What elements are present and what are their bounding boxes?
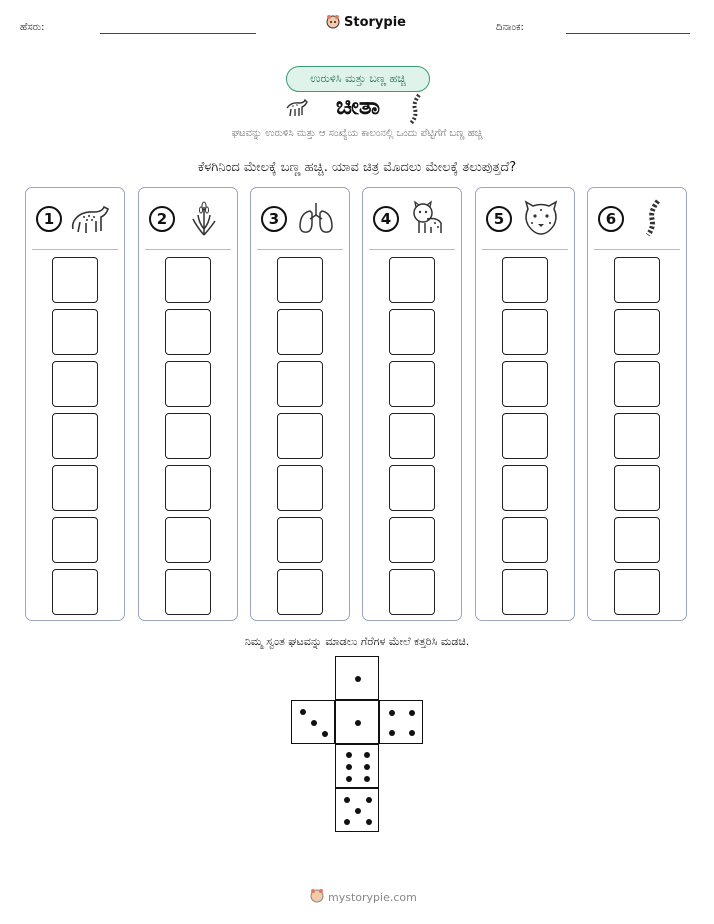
column-5 xyxy=(475,187,575,621)
color-box[interactable] xyxy=(165,309,211,355)
column-number: 5 xyxy=(486,206,512,232)
dice-pip xyxy=(389,730,395,736)
dice-face-3 xyxy=(291,700,335,744)
color-box[interactable] xyxy=(165,465,211,511)
color-box[interactable] xyxy=(614,465,660,511)
question: ಕೆಳಗಿನಿಂದ ಮೇಲಕ್ಕೆ ಬಣ್ಣ ಹಚ್ಚಿ. ಯಾವ ಚಿತ್ರ ಮೊದಲು ಮೇಲಕ್ಕೆ ತಲುಪುತ್ತದೆ? xyxy=(197,160,517,175)
date-label: ದಿನಾಂಕ: xyxy=(496,22,524,33)
color-box[interactable] xyxy=(389,257,435,303)
color-box[interactable] xyxy=(52,361,98,407)
grass-icon xyxy=(183,199,225,237)
dice-pip xyxy=(346,752,352,758)
color-box[interactable] xyxy=(277,569,323,615)
color-box[interactable] xyxy=(502,517,548,563)
storypie-footer-logo-icon xyxy=(310,888,324,907)
page-title: ಚೀತಾ xyxy=(335,92,381,120)
color-box[interactable] xyxy=(502,257,548,303)
color-box[interactable] xyxy=(165,413,211,459)
dice-pip xyxy=(355,676,361,682)
color-box[interactable] xyxy=(502,569,548,615)
color-box[interactable] xyxy=(502,465,548,511)
dice-pip xyxy=(366,819,372,825)
column-3 xyxy=(250,187,350,621)
dice-pip xyxy=(364,776,370,782)
dice-face-1 xyxy=(335,656,379,700)
color-box[interactable] xyxy=(52,413,98,459)
name-line[interactable] xyxy=(100,33,256,34)
column-divider xyxy=(145,249,231,250)
cheetah-small-icon xyxy=(283,94,309,124)
color-box[interactable] xyxy=(614,569,660,615)
color-box[interactable] xyxy=(389,413,435,459)
column-number: 2 xyxy=(149,206,175,232)
color-box[interactable] xyxy=(277,465,323,511)
tail-small-icon xyxy=(405,93,425,129)
column-number: 1 xyxy=(36,206,62,232)
storypie-logo-icon xyxy=(326,14,340,30)
dice-face-4 xyxy=(379,700,423,744)
column-2 xyxy=(138,187,238,621)
color-box[interactable] xyxy=(165,517,211,563)
dice-pip xyxy=(322,731,328,737)
dice-face-6 xyxy=(335,744,379,788)
dice-instructions: ನಿಮ್ಮ ಸ್ವಂತ ಘಟವನ್ನು ಮಾಡಲು ಗೆರೆಗಳ ಮೇಲೆ ಕತ್ತರಿಸಿ ಮಡಚಿ. xyxy=(244,635,470,648)
dice-pip xyxy=(346,776,352,782)
color-box[interactable] xyxy=(614,361,660,407)
color-box[interactable] xyxy=(52,569,98,615)
column-divider xyxy=(257,249,343,250)
dice-pip xyxy=(364,752,370,758)
color-box[interactable] xyxy=(277,361,323,407)
dice-face-1 xyxy=(335,700,379,744)
dice-pip xyxy=(364,764,370,770)
color-box[interactable] xyxy=(165,257,211,303)
color-box[interactable] xyxy=(614,413,660,459)
date-line[interactable] xyxy=(566,33,690,34)
color-box[interactable] xyxy=(389,517,435,563)
column-divider xyxy=(594,249,680,250)
color-box[interactable] xyxy=(165,569,211,615)
dice-pip xyxy=(366,797,372,803)
column-number: 6 xyxy=(598,206,624,232)
dice-pip xyxy=(300,709,306,715)
color-box[interactable] xyxy=(614,517,660,563)
brand xyxy=(326,14,406,30)
activity-tag: ಉರುಳಿಸಿ ಮತ್ತು ಬಣ್ಣ ಹಚ್ಚಿ xyxy=(286,66,430,92)
color-box[interactable] xyxy=(389,465,435,511)
dice-pip xyxy=(355,720,361,726)
color-box[interactable] xyxy=(502,413,548,459)
column-divider xyxy=(369,249,455,250)
column-number: 4 xyxy=(373,206,399,232)
column-number: 3 xyxy=(261,206,287,232)
color-box[interactable] xyxy=(52,309,98,355)
column-divider xyxy=(482,249,568,250)
color-box[interactable] xyxy=(502,309,548,355)
dice-pip xyxy=(344,797,350,803)
subtitle: ಘಟವನ್ನು ಉರುಳಿಸಿ ಮತ್ತು ಆ ಸಂಖ್ಯೆಯ ಕಾಲಂನಲ್ಲಿ ಒಂದು ಪೆಟ್ಟಿಗೆಗೆ ಬಣ್ಣ ಹಚ್ಚಿ xyxy=(231,128,483,139)
color-box[interactable] xyxy=(277,257,323,303)
footer xyxy=(310,888,417,907)
dice-pip xyxy=(389,710,395,716)
color-box[interactable] xyxy=(389,361,435,407)
cheetah-icon xyxy=(70,199,112,237)
color-box[interactable] xyxy=(165,361,211,407)
footer-url: mystorypie.com xyxy=(328,891,417,904)
dice-face-5 xyxy=(335,788,379,832)
color-box[interactable] xyxy=(277,413,323,459)
cheetah-face-icon xyxy=(520,199,562,237)
color-box[interactable] xyxy=(277,517,323,563)
color-box[interactable] xyxy=(614,309,660,355)
color-box[interactable] xyxy=(389,309,435,355)
cheetah-cub-icon xyxy=(407,199,449,237)
tail-icon xyxy=(632,199,674,237)
lungs-icon xyxy=(295,199,337,237)
dice-pip xyxy=(344,819,350,825)
dice-pip xyxy=(409,710,415,716)
column-1 xyxy=(25,187,125,621)
color-box[interactable] xyxy=(52,517,98,563)
column-divider xyxy=(32,249,118,250)
color-box[interactable] xyxy=(502,361,548,407)
color-box[interactable] xyxy=(389,569,435,615)
dice-pip xyxy=(409,730,415,736)
dice-pip xyxy=(346,764,352,770)
dice-pip xyxy=(355,808,361,814)
name-label: ಹೆಸರು: xyxy=(20,22,45,33)
brand-name: Storypie xyxy=(344,14,406,30)
column-4 xyxy=(362,187,462,621)
column-6 xyxy=(587,187,687,621)
color-box[interactable] xyxy=(277,309,323,355)
dice-pip xyxy=(311,720,317,726)
color-box[interactable] xyxy=(52,257,98,303)
color-box[interactable] xyxy=(614,257,660,303)
color-box[interactable] xyxy=(52,465,98,511)
